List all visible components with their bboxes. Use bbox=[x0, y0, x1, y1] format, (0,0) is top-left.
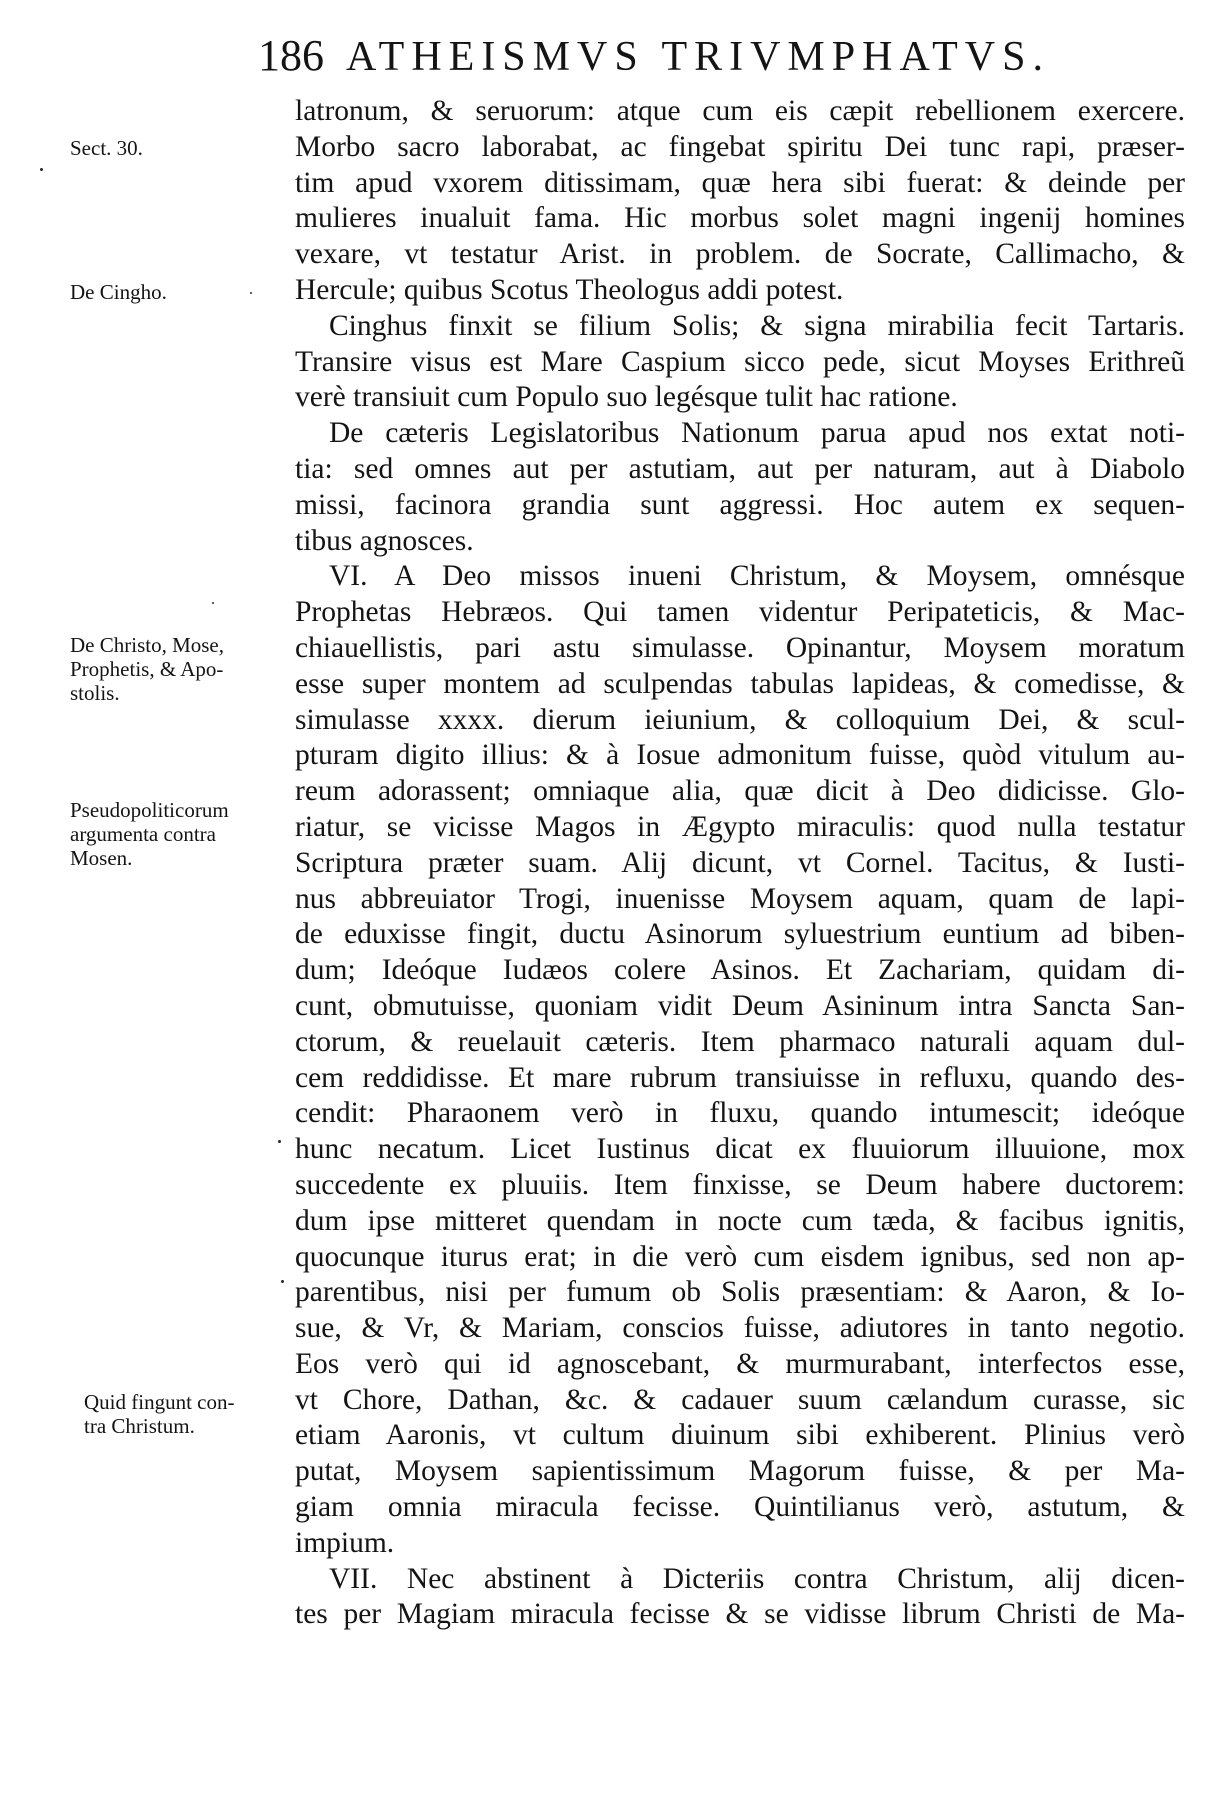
margin-note-line: Mosen. bbox=[70, 846, 133, 870]
body-line: chiauellistis, pari astu simulasse. Opinantur, Moysem moratum bbox=[295, 631, 1185, 664]
body-line: pturam digito illius: & à Iosue admonitum fuisse, quòd vitulum au- bbox=[295, 739, 1185, 772]
body-line: VI. A Deo missos inueni Christum, & Moysem, omnésque bbox=[329, 560, 1185, 593]
body-line: cendit: Pharaonem verò in fluxu, quando intumescit; ideóque bbox=[295, 1097, 1185, 1130]
print-speck bbox=[278, 1140, 281, 1143]
margin-note-line: De Christo, Mose, bbox=[70, 633, 224, 657]
margin-note-line: Pseudopoliticorum bbox=[70, 798, 229, 822]
margin-note-line: argumenta contra bbox=[70, 822, 216, 846]
margin-note-line: tra Christum. bbox=[84, 1414, 195, 1438]
body-line: giam omnia miracula fecisse. Quintilianus verò, astutum, & bbox=[295, 1491, 1185, 1524]
body-line: cunt, obmutuisse, quoniam vidit Deum Asininum intra Sancta San- bbox=[295, 989, 1185, 1022]
body-line: Prophetas Hebræos. Qui tamen videntur Peripateticis, & Mac- bbox=[295, 596, 1185, 629]
margin-note-section bbox=[70, 136, 300, 160]
page-number: 186 bbox=[258, 31, 324, 80]
body-line: latronum, & seruorum: atque cum eis cæpit rebellionem exercere. bbox=[295, 95, 1185, 127]
body-line: ctorum, & reuelauit cæteris. Item pharmaco naturali aquam dul- bbox=[295, 1025, 1185, 1058]
body-line: De cæteris Legislatoribus Nationum parua apud nos extat noti- bbox=[329, 417, 1185, 450]
body-line: tes per Magiam miracula fecisse & se vidisse librum Christi de Ma- bbox=[295, 1598, 1185, 1631]
print-speck bbox=[40, 168, 43, 171]
body-line: sue, & Vr, & Mariam, conscios fuisse, adiutores in tanto negotio. bbox=[295, 1312, 1185, 1345]
body-line: missi, facinora grandia sunt aggressi. Hoc autem ex sequen- bbox=[295, 488, 1185, 521]
body-text bbox=[295, 94, 1185, 1633]
page-header bbox=[258, 30, 1158, 90]
body-line: Cinghus finxit se filium Solis; & signa mirabilia fecit Tartaris. bbox=[329, 309, 1185, 342]
body-line: succedente ex pluuiis. Item finxisse, se Deum habere ductorem: bbox=[295, 1168, 1185, 1201]
body-line: Morbo sacro laborabat, ac fingebat spiritu Dei tunc rapi, præser- bbox=[295, 130, 1185, 163]
body-line: verè transiuit cum Populo suo legésque tulit hac ratione. bbox=[295, 381, 958, 414]
margin-note-line: Quid fingunt con- bbox=[84, 1390, 235, 1414]
body-line: Scriptura præter suam. Alij dicunt, vt Cornel. Tacitus, & Iusti- bbox=[295, 846, 1185, 879]
body-line: Transire visus est Mare Caspium sicco pede, sicut Moyses Erithreũ bbox=[295, 345, 1185, 378]
body-line: parentibus, nisi per fumum ob Solis præsentiam: & Aaron, & Io- bbox=[295, 1276, 1185, 1309]
margin-note-line: stolis. bbox=[70, 681, 120, 705]
body-line: cem reddidisse. Et mare rubrum transiuisse in refluxu, quando des- bbox=[295, 1061, 1185, 1094]
body-line: mulieres inualuit fama. Hic morbus solet magni ingenij homines bbox=[295, 202, 1185, 235]
margin-note-cingho bbox=[70, 280, 300, 304]
body-line: vt Chore, Dathan, &c. & cadauer suum cælandum curasse, sic bbox=[295, 1383, 1185, 1416]
body-line: tibus agnosces. bbox=[295, 524, 474, 557]
body-line: Hercule; quibus Scotus Theologus addi potest. bbox=[295, 273, 844, 306]
body-line: VII. Nec abstinent à Dicteriis contra Christum, alij dicen- bbox=[329, 1562, 1185, 1595]
print-speck bbox=[281, 1280, 284, 1283]
print-speck bbox=[212, 602, 214, 604]
body-line: Eos verò qui id agnoscebant, & murmurabant, interfectos esse, bbox=[295, 1347, 1185, 1380]
body-line: putat, Moysem sapientissimum Magorum fuisse, & per Ma- bbox=[295, 1455, 1185, 1488]
body-line: quocunque iturus erat; in die verò cum eisdem ignibus, sed non ap- bbox=[295, 1240, 1185, 1273]
body-line: de eduxisse fingit, ductu Asinorum syluestrium euntium ad biben- bbox=[295, 918, 1185, 951]
print-speck bbox=[250, 292, 252, 294]
body-line: tia: sed omnes aut per astutiam, aut per naturam, aut à Diabolo bbox=[295, 452, 1185, 485]
margin-note-line: De Cingho. bbox=[70, 280, 167, 304]
body-line: etiam Aaronis, vt cultum diuinum sibi exhiberent. Plinius verò bbox=[295, 1419, 1185, 1452]
body-line: riatur, se vicisse Magos in Ægypto miraculis: quod nulla testatur bbox=[295, 810, 1185, 843]
body-line: vexare, vt testatur Arist. in problem. de Socrate, Callimacho, & bbox=[295, 238, 1185, 271]
body-line: nus abbreuiator Trogi, inuenisse Moysem aquam, quam de lapi- bbox=[295, 882, 1185, 915]
margin-note-pseudopoliticorum bbox=[70, 798, 300, 870]
body-line: tim apud vxorem ditissimam, quæ hera sibi fuerat: & deinde per bbox=[295, 166, 1185, 199]
margin-note-line: Prophetis, & Apo- bbox=[70, 657, 224, 681]
body-line: simulasse xxxx. dierum ieiunium, & colloquium Dei, & scul- bbox=[295, 703, 1185, 736]
body-line: esse super montem ad sculpendas tabulas lapideas, & comedisse, & bbox=[295, 667, 1185, 700]
body-line: reum adorassent; omniaque alia, quæ dicit à Deo didicisse. Glo- bbox=[295, 775, 1185, 808]
margin-note-line: Sect. 30. bbox=[70, 136, 143, 160]
body-line: hunc necatum. Licet Iustinus dicat ex fluuiorum illuuione, mox bbox=[295, 1133, 1185, 1166]
body-line: dum ipse mitteret quendam in nocte cum tæda, & facibus ignitis, bbox=[295, 1204, 1185, 1237]
body-line: dum; Ideóque Iudæos colere Asinos. Et Zachariam, quidam di- bbox=[295, 954, 1185, 987]
body-line: impium. bbox=[295, 1526, 395, 1559]
running-title: ATHEISMVS TRIVMPHATVS. bbox=[346, 34, 1050, 80]
margin-note-christo bbox=[70, 633, 300, 705]
margin-note-quid-fingunt bbox=[84, 1390, 314, 1438]
